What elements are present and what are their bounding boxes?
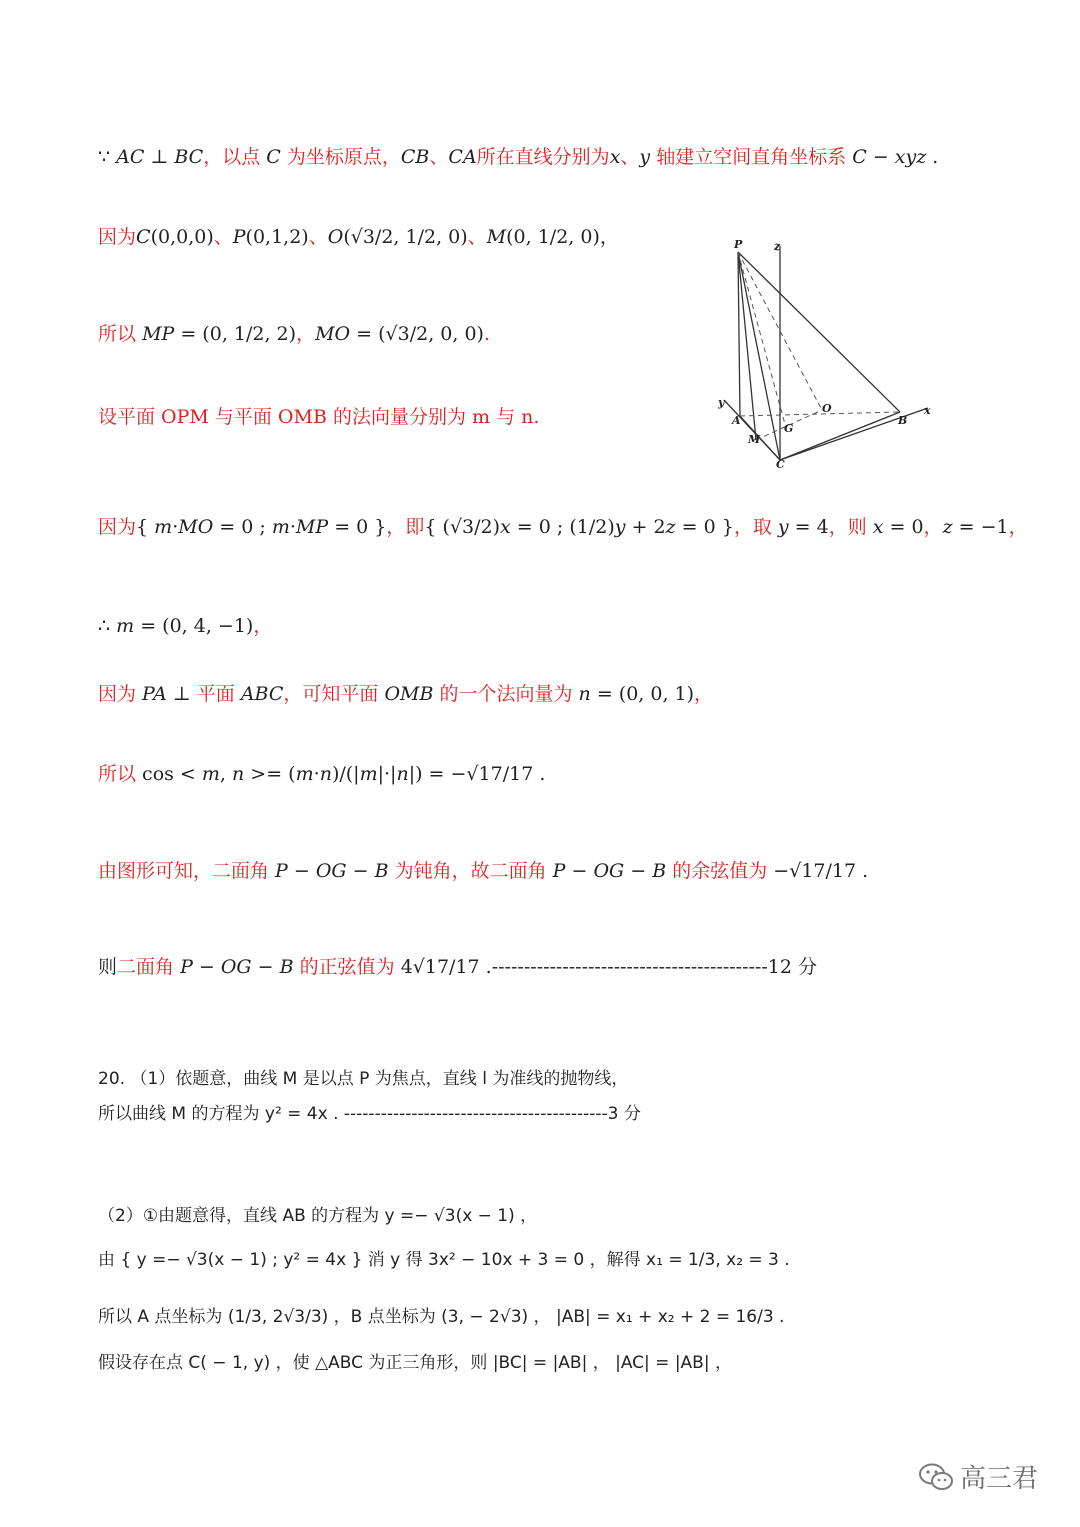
sol19-line-8: 所以 cos < m, n >= (m·n)/(|m|·|n|) = −√17/17 . (98, 763, 546, 785)
label-C: C (776, 458, 785, 471)
sol19-line-5: 因为{ m·MO = 0 ; m·MP = 0 }，即{ (√3/2)x = 0 ; (1/2)y + 2z = 0 }，取 y = 4，则 x = 0，z = −1， (98, 516, 1028, 538)
sol19-line-2: 因为C(0,0,0)、P(0,1,2)、O(√3/2, 1/2, 0)、M(0, 1/2, 0)， (98, 226, 619, 248)
edge-PC (738, 252, 780, 460)
label-A: A (732, 414, 741, 427)
sol19-line-3: 所以 MP = (0, 1/2, 2)，MO = (√3/2, 0, 0). (98, 323, 491, 345)
wechat-icon (918, 1462, 954, 1492)
sol20-line-5: 所以 A 点坐标为 (1/3, 2√3/3) ，B 点坐标为 (3, − 2√3) ， |AB| = x₁ + x₂ + 2 = 16/3 . (98, 1307, 785, 1327)
watermark-text: 高三君 (960, 1464, 1039, 1494)
edge-CB (780, 412, 900, 460)
label-x: x (924, 404, 931, 417)
geometry-figure (700, 232, 960, 482)
sol19-line-4: 设平面 OPM 与平面 OMB 的法向量分别为 m 与 n. (98, 406, 540, 428)
sol19-line-9: 由图形可知，二面角 P − OG − B 为钝角，故二面角 P − OG − B 的余弦值为 −√17/17 . (98, 860, 869, 882)
label-B: B (898, 414, 908, 427)
label-z: z (774, 240, 781, 253)
label-M: M (748, 433, 761, 446)
sol20-line-4: 由 { y =− √3(x − 1) ; y² = 4x } 消 y 得 3x² − 10x + 3 = 0 ，解得 x₁ = 1/3, x₂ = 3 . (98, 1250, 790, 1270)
sol19-line-6: ∴ m = (0, 4, −1)， (98, 615, 273, 637)
edge-PB (738, 252, 900, 412)
sol20-line-1: 20. （1）依题意，曲线 M 是以点 P 为焦点，直线 l 为准线的抛物线， (98, 1069, 629, 1089)
edge-PA (738, 252, 740, 416)
label-y: y (718, 396, 725, 409)
sol20-line-3: （2）①由题意得，直线 AB 的方程为 y =− √3(x − 1) ， (98, 1206, 538, 1226)
sol19-line-1: ∵ AC ⊥ BC，以点 C 为坐标原点，CB、CA所在直线分别为x、y 轴建立空间直角坐标系 C − xyz . (98, 146, 939, 168)
sol20-line-6: 假设存在点 C( − 1, y) ，使 △ABC 为正三角形，则 |BC| = |AB| ， |AC| = |AB| ， (98, 1353, 732, 1373)
y-axis (724, 400, 780, 460)
watermark (918, 1458, 1038, 1495)
sol19-line-10: 则二面角 P − OG − B 的正弦值为 4√17/17 .-------------------------------------------12 分 (98, 956, 817, 978)
dashed-AB (740, 412, 900, 416)
sol19-line-7: 因为 PA ⊥ 平面 ABC，可知平面 OMB 的一个法向量为 n = (0, 0, 1)， (98, 683, 714, 705)
dashed-PG (738, 252, 786, 428)
sol20-line-2: 所以曲线 M 的方程为 y² = 4x . -------------------------------------------3 分 (98, 1104, 641, 1124)
edge-PM (738, 252, 756, 440)
label-G: G (784, 422, 794, 435)
label-P: P (734, 238, 743, 251)
label-O: O (822, 402, 832, 415)
